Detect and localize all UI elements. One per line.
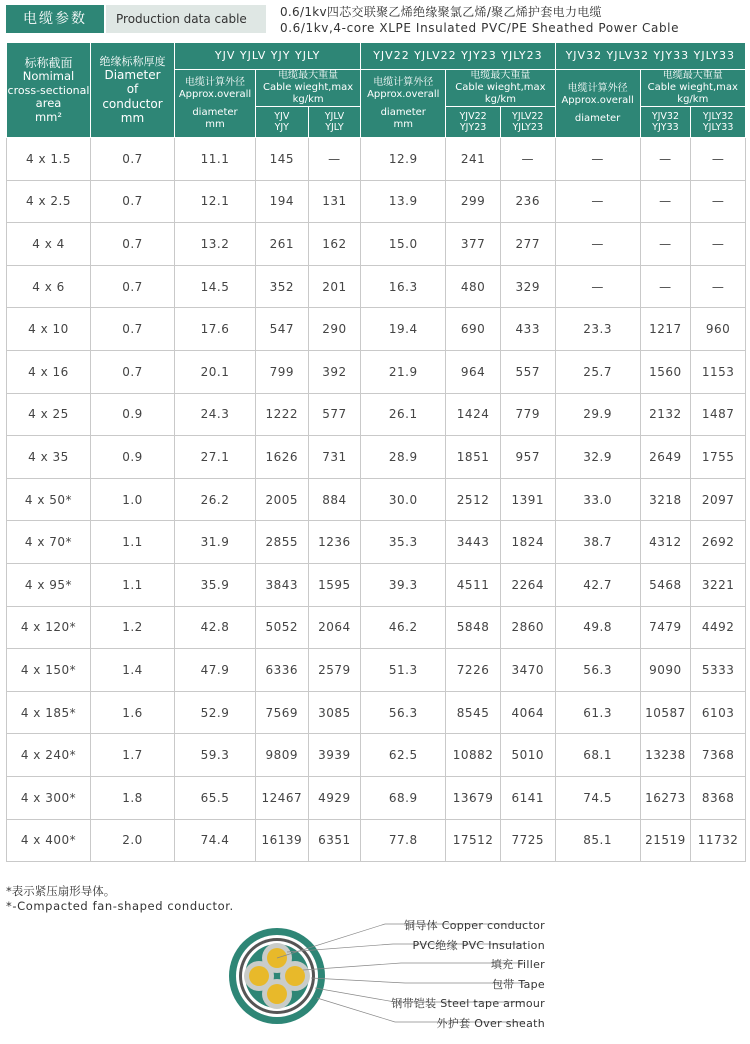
cell-weight-yjv32: 7479 [640,606,691,649]
cell-weight-yjlv32: — [691,180,746,223]
cell-diameter-3: 56.3 [555,649,640,692]
cell-weight-yjv22: 10882 [446,734,501,777]
table-row [7,138,746,181]
cell-diameter-2: 62.5 [361,734,446,777]
cell-weight-yjv: 1222 [255,393,308,436]
cell-diameter-3: 49.8 [555,606,640,649]
page-header [0,0,750,42]
cell-weight-yjlv32: 3221 [691,563,746,606]
cell-weight-yjv22: 964 [446,350,501,393]
cell-weight-yjlv32: — [691,223,746,266]
cell-weight-yjv32: 5468 [640,563,691,606]
cell-thickness: 2.0 [91,819,175,862]
cell-weight-yjlv22: 1824 [500,521,555,564]
header-leaf-yjv32-yjy33: YJV32 YJY33 [640,107,691,138]
cell-diameter-3: — [555,180,640,223]
cell-weight-yjv32: 9090 [640,649,691,692]
cell-diameter-2: 13.9 [361,180,446,223]
cell-weight-yjv22: 3443 [446,521,501,564]
cell-section-area: 4 x 1.5 [7,138,91,181]
cell-weight-yjlv: 2579 [308,649,361,692]
cell-thickness: 1.1 [91,563,175,606]
cell-weight-yjv32: — [640,265,691,308]
header-weight-3: 电缆最大重量 Cable wieght,max kg/km [640,70,745,107]
header-group-1: YJV YJLV YJY YJLY [175,43,361,70]
cell-weight-yjlv32: 960 [691,308,746,351]
cell-diameter-2: 16.3 [361,265,446,308]
cell-diameter-3: 38.7 [555,521,640,564]
cell-weight-yjv32: 2649 [640,436,691,479]
header-group-2: YJV22 YJLV22 YJY23 YJLY23 [361,43,555,70]
cell-diameter-1: 42.8 [175,606,256,649]
cell-diameter-1: 14.5 [175,265,256,308]
cell-weight-yjlv22: 2860 [500,606,555,649]
cell-diameter-1: 31.9 [175,521,256,564]
cell-weight-yjv: 3843 [255,563,308,606]
cell-diameter-3: 29.9 [555,393,640,436]
cell-section-area: 4 x 25 [7,393,91,436]
table-row [7,521,746,564]
table-row [7,436,746,479]
cell-diameter-3: 23.3 [555,308,640,351]
cell-weight-yjlv32: 6103 [691,691,746,734]
table-row [7,691,746,734]
cell-weight-yjlv: 131 [308,180,361,223]
cable-spec-table [6,42,746,862]
cell-diameter-3: 74.5 [555,776,640,819]
cell-diameter-2: 19.4 [361,308,446,351]
section-label: 电缆参数 [6,5,104,33]
cell-diameter-2: 30.0 [361,478,446,521]
header-diameter-2: 电缆计算外径 Approx.overall diameter mm [361,70,446,138]
cell-weight-yjlv22: 1391 [500,478,555,521]
header-diameter-1: 电缆计算外径 Approx.overall diameter mm [175,70,256,138]
cell-weight-yjlv: 201 [308,265,361,308]
cell-weight-yjlv22: 3470 [500,649,555,692]
cell-diameter-2: 56.3 [361,691,446,734]
cell-diameter-3: 61.3 [555,691,640,734]
cell-weight-yjlv32: 5333 [691,649,746,692]
cell-section-area: 4 x 95* [7,563,91,606]
cell-weight-yjv32: 1560 [640,350,691,393]
cell-diameter-1: 74.4 [175,819,256,862]
cell-weight-yjlv32: 1755 [691,436,746,479]
table-row [7,265,746,308]
cell-weight-yjv32: 1217 [640,308,691,351]
cell-diameter-3: 68.1 [555,734,640,777]
cell-weight-yjv22: 1851 [446,436,501,479]
table-row [7,223,746,266]
cell-weight-yjv22: 17512 [446,819,501,862]
cell-weight-yjv22: 13679 [446,776,501,819]
cell-section-area: 4 x 10 [7,308,91,351]
cell-weight-yjv22: 7226 [446,649,501,692]
cell-weight-yjv22: 480 [446,265,501,308]
cell-diameter-2: 68.9 [361,776,446,819]
header-weight-2: 电缆最大重量 Cable wieght,max kg/km [446,70,555,107]
header-leaf-yjlv-yjly: YJLV YJLY [308,107,361,138]
legend-tape: 包带 Tape [492,978,545,991]
cell-weight-yjlv22: 6141 [500,776,555,819]
cell-weight-yjv: 16139 [255,819,308,862]
cell-weight-yjv32: 10587 [640,691,691,734]
header-leaf-yjlv22-yjly23: YJLV22 YJLY23 [500,107,555,138]
cell-weight-yjlv22: 5010 [500,734,555,777]
cell-weight-yjv32: 4312 [640,521,691,564]
cell-weight-yjv: 145 [255,138,308,181]
cell-thickness: 0.7 [91,265,175,308]
cell-weight-yjv32: 13238 [640,734,691,777]
cell-weight-yjv22: 2512 [446,478,501,521]
header-diameter-3: 电缆计算外径 Approx.overall diameter [555,70,640,138]
cell-diameter-2: 46.2 [361,606,446,649]
table-row [7,606,746,649]
cable-cross-section-diagram [225,912,545,1040]
cell-thickness: 1.2 [91,606,175,649]
cell-weight-yjv32: 21519 [640,819,691,862]
cell-weight-yjlv: 577 [308,393,361,436]
product-title-en: 0.6/1kv,4-core XLPE Insulated PVC/PE Sheathed Power Cable [280,21,680,35]
cell-weight-yjlv32: 8368 [691,776,746,819]
cell-weight-yjv32: — [640,180,691,223]
cell-weight-yjv22: 5848 [446,606,501,649]
cell-thickness: 0.7 [91,308,175,351]
cell-weight-yjv32: 16273 [640,776,691,819]
cell-section-area: 4 x 240* [7,734,91,777]
cell-weight-yjlv22: 236 [500,180,555,223]
cell-diameter-2: 21.9 [361,350,446,393]
cell-section-area: 4 x 150* [7,649,91,692]
cell-weight-yjlv22: 779 [500,393,555,436]
cell-diameter-3: — [555,138,640,181]
cell-diameter-3: 33.0 [555,478,640,521]
cell-thickness: 1.0 [91,478,175,521]
cell-weight-yjv: 2855 [255,521,308,564]
note-cn: *表示紧压扇形导体。 [6,884,116,898]
cell-thickness: 1.7 [91,734,175,777]
legend-filler: 填充 Filler [490,958,545,971]
cell-section-area: 4 x 50* [7,478,91,521]
header-group-3: YJV32 YJLV32 YJY33 YJLY33 [555,43,745,70]
cell-diameter-1: 35.9 [175,563,256,606]
cell-weight-yjv22: 241 [446,138,501,181]
table-row [7,819,746,862]
cell-weight-yjlv: 1236 [308,521,361,564]
cell-weight-yjlv22: 4064 [500,691,555,734]
cell-weight-yjv: 1626 [255,436,308,479]
cell-weight-yjlv: 1595 [308,563,361,606]
cell-thickness: 1.6 [91,691,175,734]
cell-diameter-2: 51.3 [361,649,446,692]
cell-weight-yjv22: 299 [446,180,501,223]
table-row [7,393,746,436]
cell-weight-yjlv: 2064 [308,606,361,649]
cell-diameter-1: 52.9 [175,691,256,734]
cell-thickness: 0.7 [91,180,175,223]
cell-thickness: 0.7 [91,138,175,181]
cell-section-area: 4 x 35 [7,436,91,479]
table-row [7,180,746,223]
cell-weight-yjlv: 290 [308,308,361,351]
cell-diameter-2: 15.0 [361,223,446,266]
cell-weight-yjlv22: 957 [500,436,555,479]
section-subtitle: Production data cable [106,5,266,33]
cell-diameter-1: 65.5 [175,776,256,819]
table-row [7,776,746,819]
table-row [7,350,746,393]
cell-weight-yjv: 261 [255,223,308,266]
table-row [7,649,746,692]
cell-section-area: 4 x 4 [7,223,91,266]
cell-weight-yjv22: 690 [446,308,501,351]
cell-section-area: 4 x 6 [7,265,91,308]
cell-weight-yjlv32: 2097 [691,478,746,521]
cell-weight-yjv: 194 [255,180,308,223]
cell-weight-yjv: 7569 [255,691,308,734]
cell-thickness: 0.7 [91,223,175,266]
cell-diameter-3: 42.7 [555,563,640,606]
cell-weight-yjv: 799 [255,350,308,393]
cell-weight-yjv: 9809 [255,734,308,777]
cell-weight-yjv: 6336 [255,649,308,692]
header-leaf-yjly32-yjly33: YJLY32 YJLY33 [691,107,746,138]
cell-diameter-1: 59.3 [175,734,256,777]
cell-weight-yjlv: 4929 [308,776,361,819]
header-leaf-yjv-yjy: YJV YJY [255,107,308,138]
cell-diameter-1: 20.1 [175,350,256,393]
table-row [7,478,746,521]
cell-section-area: 4 x 16 [7,350,91,393]
cell-weight-yjv32: — [640,138,691,181]
header-weight-1: 电缆最大重量 Cable wieght,max kg/km [255,70,360,107]
cell-thickness: 1.8 [91,776,175,819]
cell-weight-yjlv: 731 [308,436,361,479]
cell-weight-yjlv32: 4492 [691,606,746,649]
product-title-cn: 0.6/1kv四芯交联聚乙烯绝缘聚氯乙烯/聚乙烯护套电力电缆 [280,5,602,19]
cell-weight-yjlv: 3085 [308,691,361,734]
cell-thickness: 1.4 [91,649,175,692]
cell-diameter-2: 28.9 [361,436,446,479]
cell-weight-yjlv: 162 [308,223,361,266]
cell-weight-yjlv22: 7725 [500,819,555,862]
cell-weight-yjv: 547 [255,308,308,351]
cell-diameter-3: 85.1 [555,819,640,862]
cell-weight-yjlv22: 277 [500,223,555,266]
cell-weight-yjv22: 377 [446,223,501,266]
cell-thickness: 0.9 [91,436,175,479]
cell-diameter-3: 25.7 [555,350,640,393]
cell-weight-yjlv: 6351 [308,819,361,862]
cell-diameter-1: 26.2 [175,478,256,521]
cell-weight-yjv32: 3218 [640,478,691,521]
cell-weight-yjv22: 1424 [446,393,501,436]
cell-section-area: 4 x 70* [7,521,91,564]
cell-weight-yjlv: 3939 [308,734,361,777]
cell-weight-yjv: 352 [255,265,308,308]
cell-diameter-2: 35.3 [361,521,446,564]
cell-weight-yjlv32: 1153 [691,350,746,393]
header-thickness: 绝缘标称厚度 Diameter of conductor mm [91,43,175,138]
cell-thickness: 0.7 [91,350,175,393]
cell-diameter-3: 32.9 [555,436,640,479]
cell-weight-yjlv22: 2264 [500,563,555,606]
cell-weight-yjlv: — [308,138,361,181]
cell-diameter-2: 12.9 [361,138,446,181]
note-en: *-Compacted fan-shaped conductor. [6,899,234,913]
cell-diameter-1: 12.1 [175,180,256,223]
cell-weight-yjv22: 4511 [446,563,501,606]
cell-diameter-2: 26.1 [361,393,446,436]
cell-diameter-1: 13.2 [175,223,256,266]
cell-weight-yjv: 2005 [255,478,308,521]
cell-section-area: 4 x 300* [7,776,91,819]
cell-weight-yjlv32: 1487 [691,393,746,436]
cell-weight-yjlv32: 2692 [691,521,746,564]
table-row [7,563,746,606]
cell-diameter-1: 27.1 [175,436,256,479]
cell-section-area: 4 x 400* [7,819,91,862]
cell-diameter-3: — [555,265,640,308]
cell-diameter-2: 39.3 [361,563,446,606]
cell-section-area: 4 x 120* [7,606,91,649]
cell-diameter-1: 17.6 [175,308,256,351]
cell-weight-yjlv: 884 [308,478,361,521]
cell-section-area: 4 x 2.5 [7,180,91,223]
legend-steel-armour: 钢带铠装 Steel tape armour [391,997,545,1010]
cell-weight-yjlv: 392 [308,350,361,393]
cell-weight-yjv22: 8545 [446,691,501,734]
cell-diameter-3: — [555,223,640,266]
cell-weight-yjlv32: — [691,265,746,308]
table-body [7,138,746,862]
cell-diameter-1: 47.9 [175,649,256,692]
table-row [7,734,746,777]
cell-weight-yjv: 12467 [255,776,308,819]
legend-pvc-insulation: PVC绝缘 PVC Insulation [412,939,545,952]
cell-weight-yjlv32: 11732 [691,819,746,862]
cell-weight-yjv32: — [640,223,691,266]
cell-weight-yjv32: 2132 [640,393,691,436]
legend-over-sheath: 外护套 Over sheath [436,1017,545,1030]
cell-thickness: 1.1 [91,521,175,564]
header-section-area: 标称截面 Nomimal cross-sectional area mm² [7,43,91,138]
cell-diameter-2: 77.8 [361,819,446,862]
table-row [7,308,746,351]
cell-weight-yjlv22: 433 [500,308,555,351]
legend-copper-conductor: 铜导体 Copper conductor [404,919,545,932]
cell-weight-yjlv32: — [691,138,746,181]
cell-weight-yjv: 5052 [255,606,308,649]
cell-weight-yjlv22: 557 [500,350,555,393]
cell-diameter-1: 24.3 [175,393,256,436]
cell-section-area: 4 x 185* [7,691,91,734]
cell-weight-yjlv22: 329 [500,265,555,308]
cell-diameter-1: 11.1 [175,138,256,181]
cell-weight-yjlv22: — [500,138,555,181]
header-leaf-yjv22-yjy23: YJV22 YJY23 [446,107,501,138]
cell-weight-yjlv32: 7368 [691,734,746,777]
cell-thickness: 0.9 [91,393,175,436]
